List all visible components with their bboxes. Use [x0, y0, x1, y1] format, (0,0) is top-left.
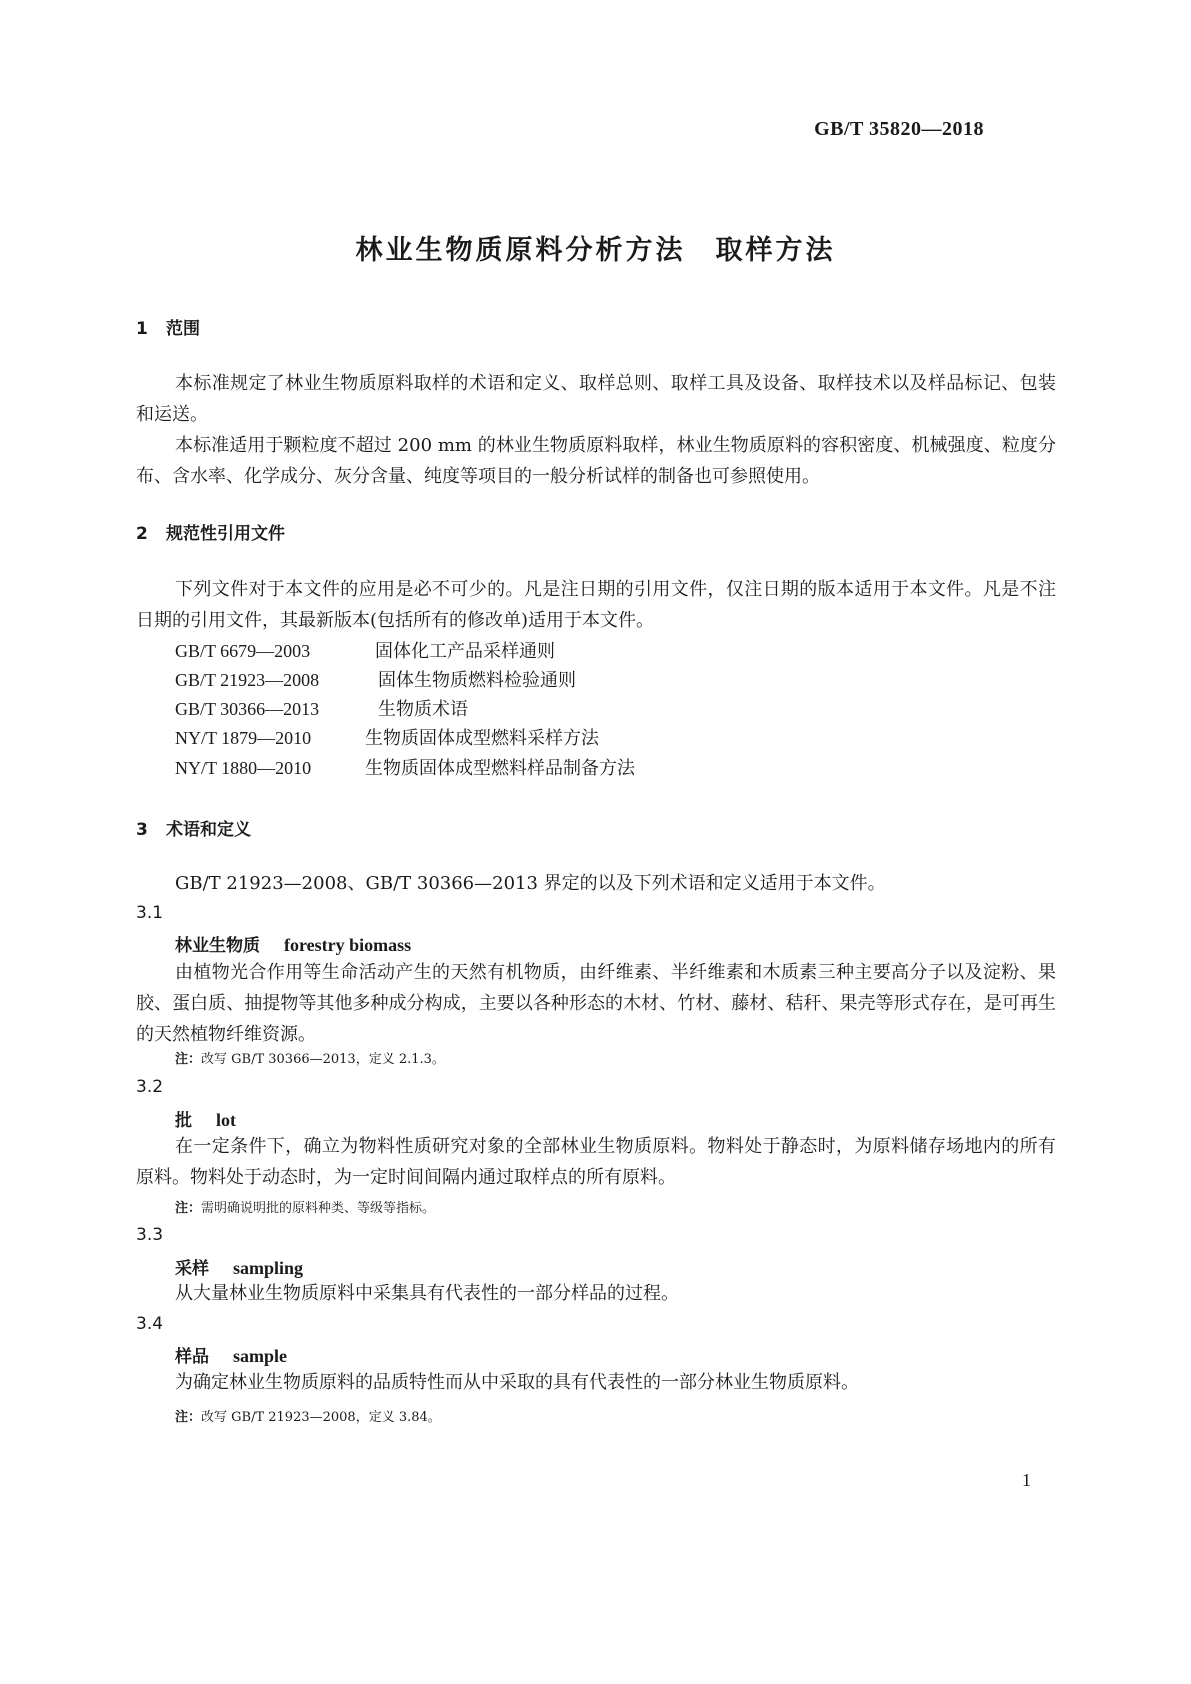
reference-code: NY/T 1879—2010 — [175, 728, 312, 748]
reference-item — [175, 637, 555, 663]
section-title: 规范性引用文件 — [166, 524, 285, 544]
paragraph: 本标准规定了林业生物质原料取样的术语和定义、取样总则、取样工具及设备、取样技术以及样品标记、包装和运送。 — [136, 373, 1056, 425]
section-title: 范围 — [166, 319, 200, 339]
reference-name: 固体化工产品采样通则 — [375, 641, 555, 662]
note-text: 需明确说明批的原料种类、等级等指标。 — [201, 1201, 436, 1216]
term-note — [175, 1048, 445, 1067]
term-definition: 从大量林业生物质原料中采集具有代表性的一部分样品的过程。 — [175, 1283, 679, 1304]
term-en: forestry biomass — [284, 935, 412, 955]
section-heading-terms-definitions — [136, 815, 251, 840]
term-zh: 林业生物质 — [175, 936, 260, 956]
term-zh: 批 — [175, 1111, 192, 1131]
term-heading — [175, 1106, 236, 1131]
reference-item — [175, 695, 468, 721]
term-definition: 为确定林业生物质原料的品质特性而从中采取的具有代表性的一部分林业生物质原料。 — [175, 1372, 859, 1393]
term-en: lot — [216, 1110, 236, 1130]
term-number: 3.1 — [136, 903, 164, 923]
reference-name: 生物质术语 — [378, 699, 468, 720]
document-title: 林业生物质原料分析方法 取样方法 — [355, 235, 836, 266]
paragraph: GB/T 21923—2008、GB/T 30366—2013 界定的以及下列术语和定义适用于本文件。 — [175, 873, 886, 894]
note-text: 改写 GB/T 30366—2013，定义 2.1.3。 — [201, 1052, 445, 1067]
term-en: sampling — [233, 1258, 304, 1278]
term-heading — [175, 1342, 287, 1367]
section-number: 3 — [136, 820, 148, 840]
section-title: 术语和定义 — [166, 820, 251, 840]
term-number: 3.3 — [136, 1225, 164, 1245]
section-number: 2 — [136, 524, 148, 544]
section-number: 1 — [136, 319, 148, 339]
term-zh: 采样 — [175, 1259, 209, 1279]
note-label: 注： — [175, 1410, 202, 1425]
term-zh: 样品 — [175, 1347, 209, 1367]
term-note — [175, 1406, 441, 1425]
reference-name: 生物质固体成型燃料样品制备方法 — [365, 758, 635, 779]
paragraph: 下列文件对于本文件的应用是必不可少的。凡是注日期的引用文件，仅注日期的版本适用于本文件。凡是不注日期的引用文件，其最新版本(包括所有的修改单)适用于本文件。 — [136, 579, 1056, 631]
reference-item — [175, 754, 635, 780]
note-label: 注： — [175, 1052, 202, 1067]
reference-item — [175, 724, 599, 750]
document-id: GB/T 35820—2018 — [814, 118, 984, 140]
term-definition: 在一定条件下，确立为物料性质研究对象的全部林业生物质原料。物料处于静态时，为原料储存场地内的所有原料。物料处于动态时，为一定时间间隔内通过取样点的所有原料。 — [136, 1136, 1056, 1188]
term-number: 3.2 — [136, 1077, 164, 1097]
reference-name: 固体生物质燃料检验通则 — [378, 670, 576, 691]
term-definition: 由植物光合作用等生命活动产生的天然有机物质，由纤维素、半纤维素和木质素三种主要高分子以及淀粉、果胶、蛋白质、抽提物等其他多种成分构成，主要以各种形态的木材、竹材、藤材、秸秆、果壳等形式存在，是可再生的天然植物纤维资源。 — [136, 962, 1056, 1045]
reference-code: GB/T 6679—2003 — [175, 641, 311, 661]
term-heading — [175, 931, 411, 956]
paragraph: 本标准适用于颗粒度不超过 200 mm 的林业生物质原料取样，林业生物质原料的容积密度、机械强度、粒度分布、含水率、化学成分、灰分含量、纯度等项目的一般分析试样的制备也可参照使用。 — [136, 435, 1056, 487]
reference-code: GB/T 30366—2013 — [175, 699, 320, 719]
term-en: sample — [233, 1346, 287, 1366]
note-label: 注： — [175, 1201, 202, 1216]
term-number: 3.4 — [136, 1314, 164, 1334]
term-note — [175, 1197, 435, 1216]
section-heading-normative-references — [136, 519, 285, 544]
page-number: 1 — [1022, 1470, 1031, 1490]
term-heading — [175, 1254, 303, 1279]
note-text: 改写 GB/T 21923—2008，定义 3.84。 — [201, 1410, 441, 1425]
reference-code: GB/T 21923—2008 — [175, 670, 320, 690]
reference-code: NY/T 1880—2010 — [175, 758, 312, 778]
reference-name: 生物质固体成型燃料采样方法 — [365, 728, 599, 749]
section-heading-scope — [136, 314, 200, 339]
reference-item — [175, 666, 576, 692]
